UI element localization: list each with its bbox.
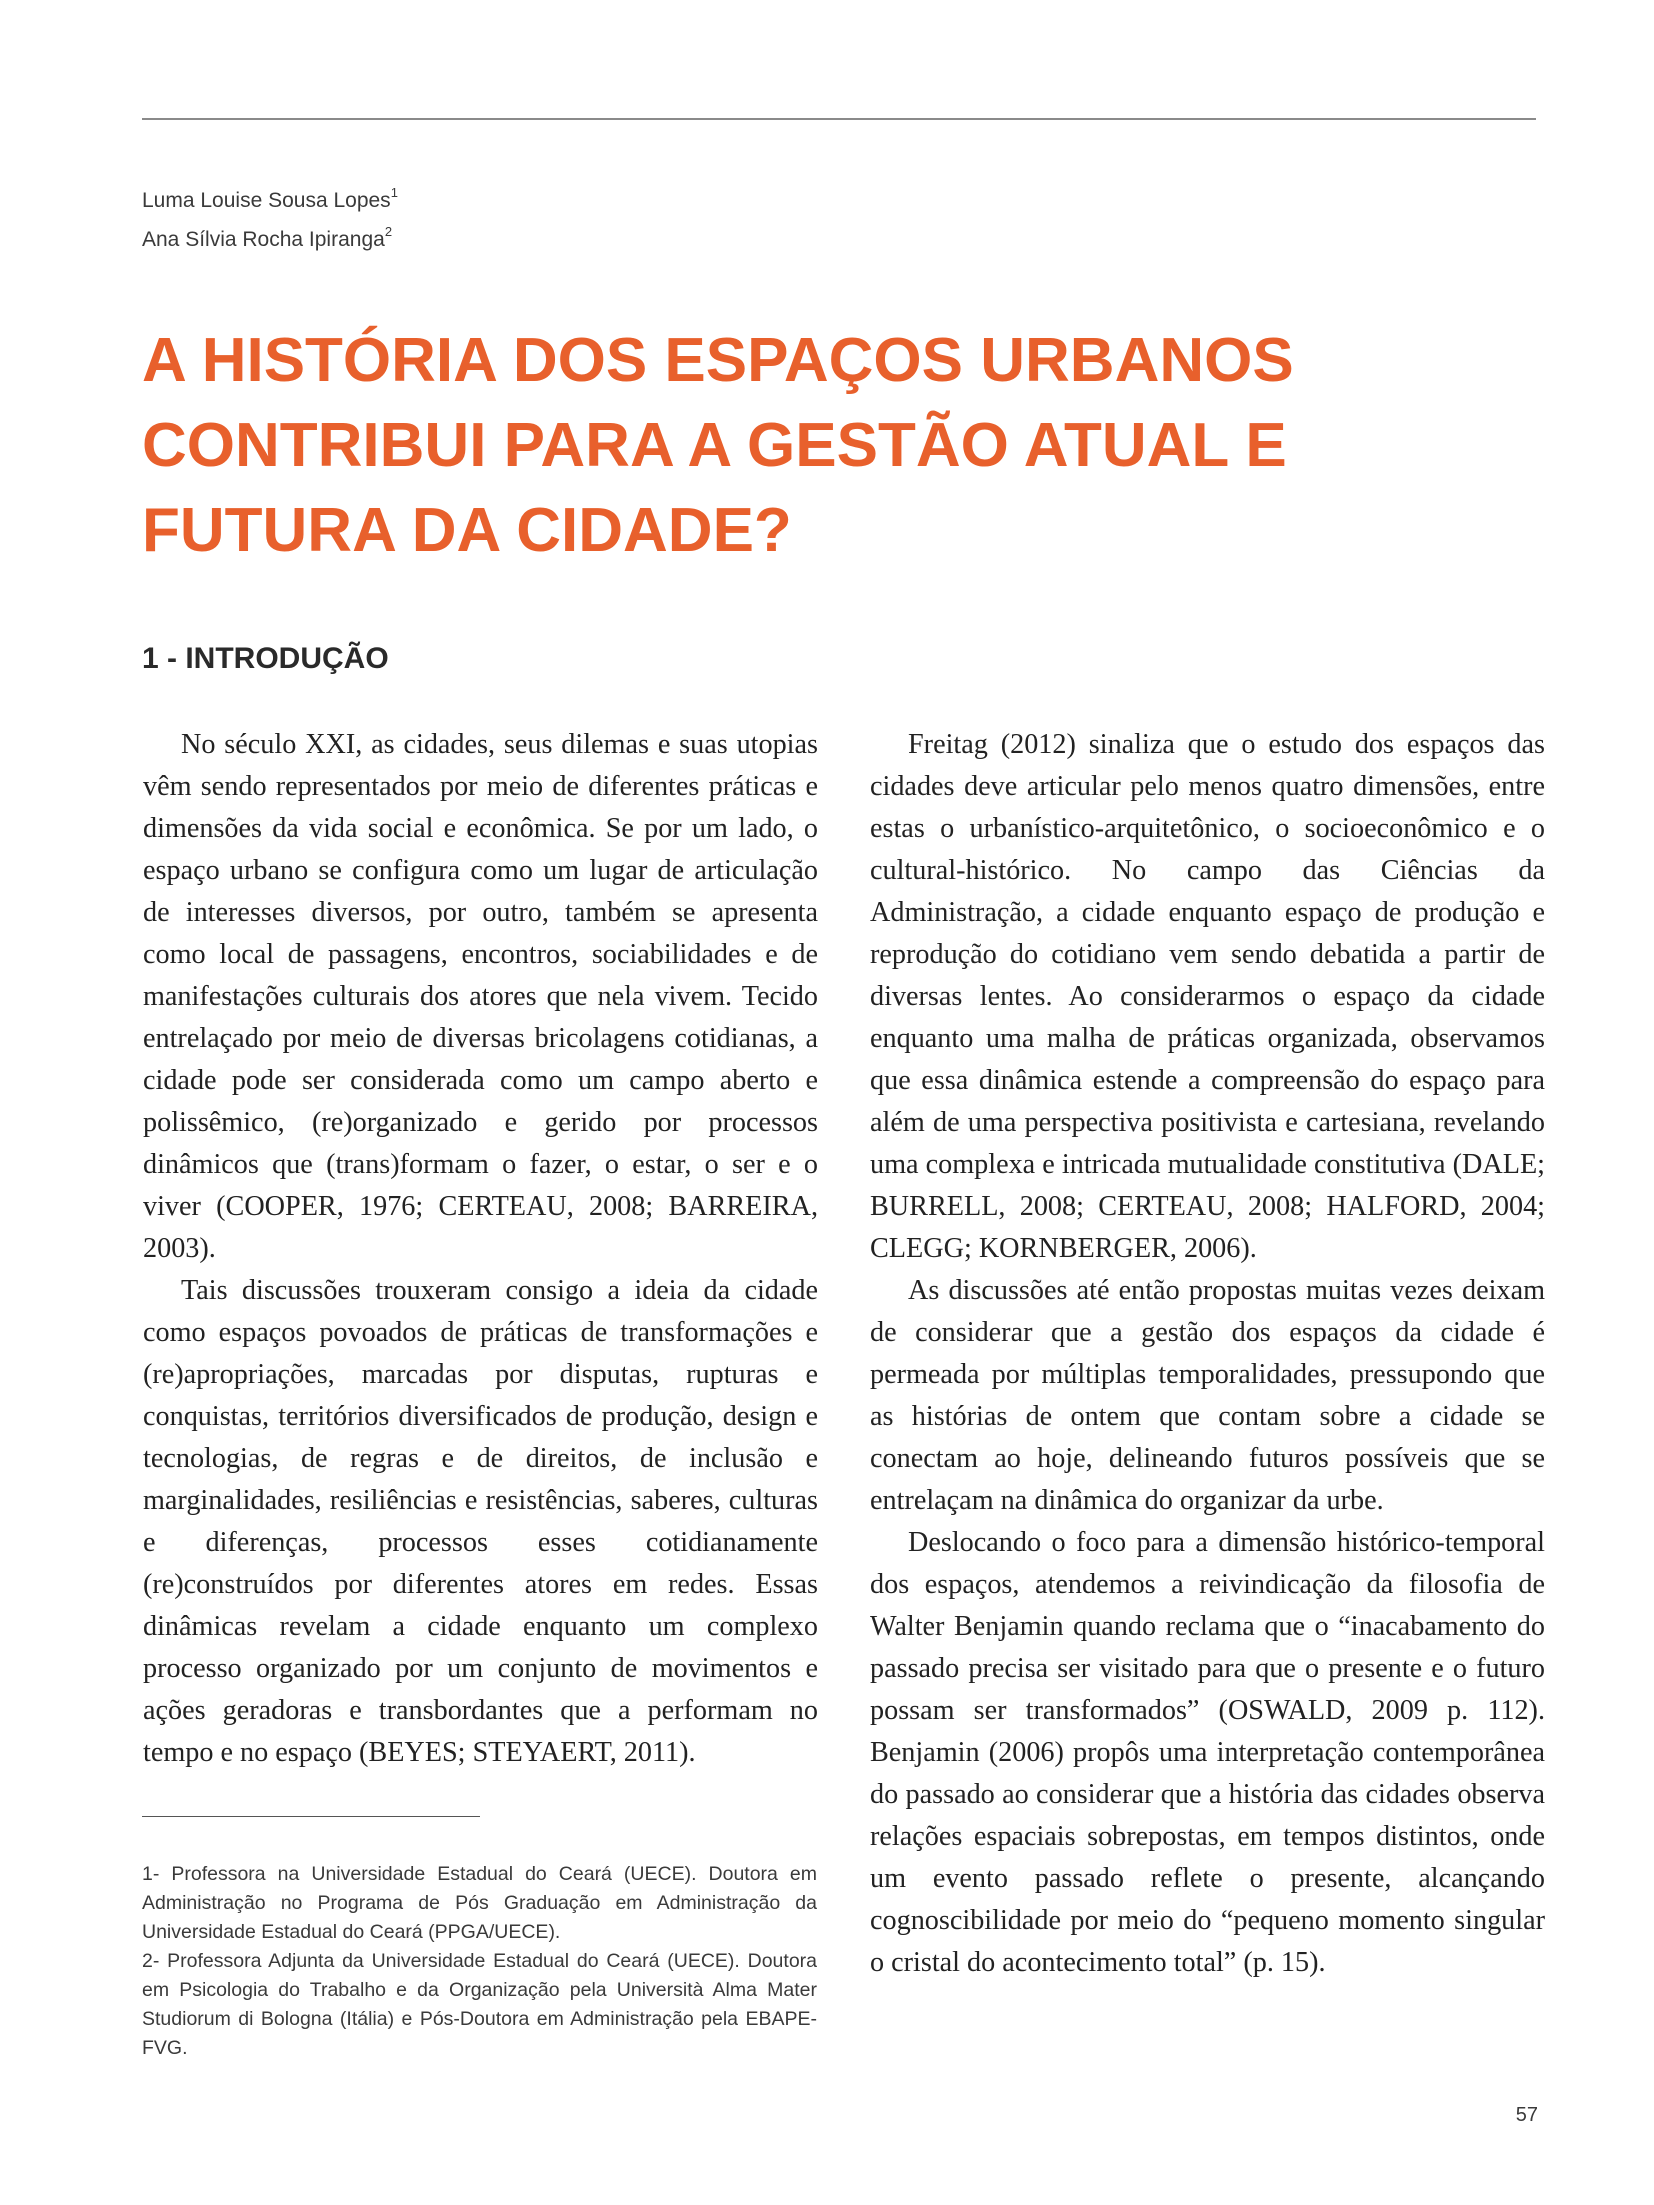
author-1-footnote-ref: 1 [390,185,398,200]
author-2-footnote-ref: 2 [384,224,393,239]
right-column [870,724,1545,1984]
paragraph: Tais discussões trouxeram consigo a ideia da cidade como espaços povoados de práticas de transformações e (re)apropriações, marcadas por disputas, rupturas e conquistas, territórios diversificados de produção, design e tecnologias, de regras e de direitos, de inclusão e marginalidades, resiliências e resistências, saberes, culturas e diferenças, processos esses cotidianamente (re)construídos por diferentes atores em redes. Essas dinâmicas revelam a cidade enquanto um complexo processo organizado por um conjunto de movimentos e ações geradoras e transbordantes que a performam no tempo e no espaço (BEYES; STEYAERT, 2011). [143,1275,818,1768]
title-line: FUTURA DA CIDADE? [142,496,792,565]
footnote-rule [142,1816,480,1817]
paragraph: Deslocando o foco para a dimensão histórico-temporal dos espaços, atendemos a reivindicação da filosofia de Walter Benjamin quando reclama que o “inacabamento do passado precisa ser visitado para que o presente e o futuro possam ser transformados” (OSWALD, 2009 p. 112). Benjamin (2006) propôs uma interpretação contemporânea do passado ao considerar que a história das cidades observa relações espaciais sobrepostas, em tempos distintos, onde um evento passado reflete o presente, alcançando cognoscibilidade por meio do “pequeno momento singular o cristal do acontecimento total” (p. 15). [870,1527,1545,1978]
footnote-2: 2- Professora Adjunta da Universidade Estadual do Ceará (UECE). Doutora em Psicologia do Trabalho e da Organização pela Università Alma Mater Studiorum di Bologna (Itália) e Pós-Doutora em Administração pela EBAPE-FVG. [142,1950,817,2059]
title-line: CONTRIBUI PARA A GESTÃO ATUAL E [142,411,1287,480]
footnotes [142,1860,817,2063]
footnote-1: 1- Professora na Universidade Estadual do Ceará (UECE). Doutora em Administração no Programa de Pós Graduação em Administração da Universidade Estadual do Ceará (PPGA/UECE). [142,1863,817,1943]
author-1: Luma Louise Sousa Lopes$^1$ [142,185,398,212]
title-line: A HISTÓRIA DOS ESPAÇOS URBANOS [142,326,1294,395]
page-number: 57 [1515,2104,1538,2126]
paragraph: As discussões até então propostas muitas vezes deixam de considerar que a gestão dos espaços da cidade é permeada por múltiplas temporalidades, pressupondo que as histórias de ontem que contam sobre a cidade se conectam ao hoje, delineando futuros possíveis que se entrelaçam na dinâmica do organizar da urbe. [870,1275,1545,1516]
author-list [142,178,398,256]
article-title [142,318,1462,573]
paragraph: Freitag (2012) sinaliza que o estudo dos espaços das cidades deve articular pelo menos quatro dimensões, entre estas o urbanístico-arquitetônico, o socioeconômico e o cultural-histórico. No campo das Ciências da Administração, a cidade enquanto espaço de produção e reprodução do cotidiano vem sendo debatida a partir de diversas lentes. Ao considerarmos o espaço da cidade enquanto uma malha de práticas organizada, observamos que essa dinâmica estende a compreensão do espaço para além de uma perspectiva positivista e cartesiana, revelando uma complexa e intricada mutualidade constitutiva (DALE; BURRELL, 2008; CERTEAU, 2008; HALFORD, 2004; CLEGG; KORNBERGER, 2006). [870,729,1545,1264]
header-rule [142,118,1536,120]
paragraph: No século XXI, as cidades, seus dilemas e suas utopias vêm sendo representados por meio de diferentes práticas e dimensões da vida social e econômica. Se por um lado, o espaço urbano se configura como um lugar de articulação de interesses diversos, por outro, também se apresenta como local de passagens, encontros, sociabilidades e de manifestações culturais dos atores que nela vivem. Tecido entrelaçado por meio de diversas bricolagens cotidianas, a cidade pode ser considerada como um campo aberto e polissêmico, (re)organizado e gerido por processos dinâmicos que (trans)formam o fazer, o estar, o ser e o viver (COOPER, 1976; CERTEAU, 2008; BARREIRA, 2003). [143,729,818,1264]
section-heading: 1 - INTRODUÇÃO [142,642,389,675]
left-column [143,724,818,1774]
author-2: Ana Sílvia Rocha Ipiranga$^2$ [142,224,393,251]
